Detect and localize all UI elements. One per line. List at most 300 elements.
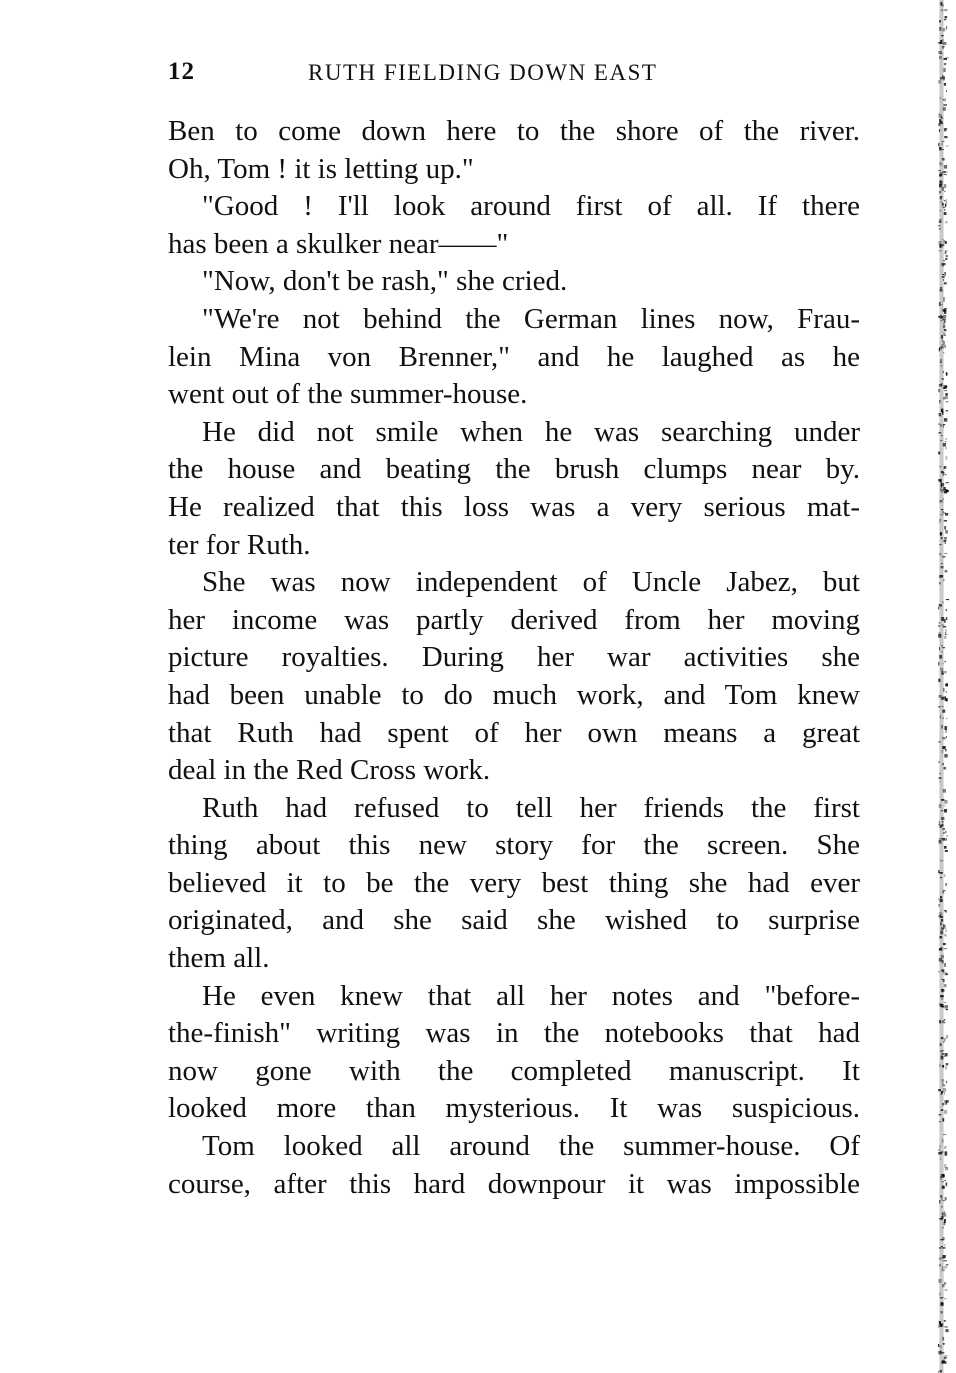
scan-speckle [944, 537, 947, 540]
scan-speckle [939, 604, 942, 607]
scan-speckle [941, 263, 944, 266]
scan-speckle [944, 390, 947, 391]
scan-speckle [942, 149, 944, 150]
scan-speckle [945, 974, 947, 975]
scan-speckle [941, 35, 943, 36]
scan-speckle [944, 329, 947, 331]
scan-speckle [941, 1056, 944, 1060]
scan-speckle [941, 1174, 944, 1178]
scan-speckle [938, 898, 939, 900]
scan-speckle [944, 212, 947, 215]
scan-speckle [946, 691, 947, 693]
running-title: RUTH FIELDING DOWN EAST [308, 60, 658, 85]
scan-speckle [941, 947, 943, 951]
scan-speckle [944, 1002, 947, 1003]
scan-speckle [944, 874, 945, 877]
scan-speckle [938, 870, 939, 873]
scan-speckle [938, 316, 941, 318]
scan-speckle [946, 1183, 948, 1186]
scan-speckle [939, 402, 940, 404]
text-line: He even knew that all her notes and "before- [202, 979, 860, 1012]
scan-speckle [944, 754, 947, 758]
scan-speckle [940, 1145, 941, 1148]
scan-speckle [942, 1266, 943, 1269]
scan-speckle [943, 1343, 945, 1345]
scan-speckle [940, 40, 942, 43]
text-line: He did not smile when he was searching under [202, 415, 860, 448]
scan-speckle [939, 120, 942, 122]
scan-speckle [941, 201, 942, 203]
scan-speckle [944, 200, 946, 201]
scan-speckle [945, 221, 947, 223]
scan-speckle [945, 1289, 948, 1291]
scan-speckle [945, 1197, 947, 1200]
scan-speckle [939, 1200, 940, 1204]
scan-speckle [942, 1185, 944, 1186]
text-line: originated, and she said she wished to surprise [168, 904, 860, 937]
scan-speckle [939, 1264, 941, 1267]
scan-speckle [940, 362, 943, 363]
scan-speckle [945, 838, 946, 841]
scan-speckle [944, 128, 947, 131]
scan-speckle [942, 1119, 943, 1122]
scan-speckle [942, 750, 943, 753]
scan-speckle [940, 872, 943, 874]
text-line: had been unable to do much work, and Tom knew [168, 678, 860, 711]
scan-speckle [943, 709, 946, 712]
scan-speckle [944, 310, 946, 314]
scan-speckle [944, 1298, 946, 1299]
scan-speckle [943, 171, 946, 173]
scan-speckle [946, 410, 949, 411]
scan-speckle [943, 1260, 947, 1261]
scan-speckle [946, 255, 948, 257]
scan-speckle [939, 210, 941, 211]
scan-speckle [941, 817, 944, 820]
scan-speckle [942, 123, 944, 124]
scan-speckle [945, 530, 948, 534]
body-text [168, 113, 860, 1203]
scan-speckle [944, 64, 946, 65]
scan-speckle [942, 141, 945, 142]
scan-speckle [940, 304, 943, 305]
scan-speckle [939, 1003, 942, 1006]
scan-speckle [938, 607, 939, 609]
scan-speckle [941, 9, 944, 11]
text-line: them all. [168, 942, 270, 975]
scan-speckle [938, 250, 941, 251]
scan-speckle [944, 191, 946, 192]
text-line: course, after this hard downpour it was impossible [168, 1167, 860, 1200]
scan-speckle [943, 1088, 946, 1092]
scan-speckle [940, 995, 944, 997]
scan-speckle [941, 537, 943, 539]
scan-speckle [939, 632, 941, 635]
scan-speckle [942, 979, 944, 980]
scan-speckle [941, 671, 943, 675]
scan-speckle [946, 736, 947, 738]
scan-speckle [942, 276, 945, 278]
scan-speckle [944, 1326, 947, 1328]
scan-speckle [943, 341, 945, 345]
scan-speckle [941, 471, 943, 473]
scan-speckle [942, 746, 945, 749]
scan-speckle [939, 228, 940, 230]
scan-speckle [941, 617, 944, 621]
scan-speckle [939, 245, 942, 248]
text-line: her income was partly derived from her moving [168, 603, 860, 636]
scan-speckle [944, 636, 946, 639]
text-line: She was now independent of Uncle Jabez, but [202, 566, 860, 599]
scan-speckle [939, 1345, 941, 1348]
scan-speckle [942, 75, 943, 76]
text-line: Ben to come down here to the shore of the river. [168, 115, 860, 147]
scan-speckle [941, 645, 943, 646]
scan-speckle [941, 919, 943, 922]
scan-speckle [941, 344, 943, 346]
scan-speckle [938, 761, 940, 763]
scan-speckle [946, 90, 947, 92]
scan-speckle [941, 1079, 944, 1082]
scan-speckle [944, 1019, 946, 1020]
scan-speckle [942, 203, 944, 205]
scan-speckle [943, 805, 945, 806]
scan-speckle [942, 239, 944, 240]
scan-speckle [945, 1053, 948, 1056]
scan-speckle [946, 199, 947, 203]
scan-speckle [944, 1211, 945, 1213]
scan-speckle [942, 838, 945, 841]
scan-speckle [939, 1064, 941, 1067]
scan-speckle [940, 715, 941, 719]
scan-speckle [943, 696, 946, 699]
scan-speckle [946, 617, 947, 620]
scan-speckle [943, 498, 944, 500]
scan-speckle [942, 1269, 945, 1271]
scan-speckle [943, 77, 944, 81]
scan-speckle [941, 346, 944, 348]
scan-speckle [940, 1370, 942, 1372]
scan-speckle [943, 891, 945, 894]
scan-speckle [944, 553, 947, 554]
scan-speckle [945, 570, 948, 573]
scan-speckle [940, 877, 942, 878]
scan-speckle [942, 301, 945, 302]
text-line: Tom looked all around the summer-house. Of [202, 1130, 860, 1163]
scan-speckle [944, 1357, 947, 1359]
scan-speckle [945, 542, 946, 544]
scan-speckle [945, 1005, 948, 1009]
scan-speckle [941, 1053, 943, 1056]
scan-speckle [939, 936, 942, 938]
scan-speckle [943, 260, 945, 261]
scan-speckle [946, 698, 948, 701]
scan-speckle [939, 163, 942, 166]
scan-speckle [941, 1302, 944, 1305]
scan-speckle [939, 821, 940, 825]
scan-speckle [942, 828, 945, 830]
scan-speckle [938, 679, 940, 682]
scan-speckle [939, 384, 942, 387]
scan-speckle [941, 725, 942, 729]
scan-speckle [938, 1279, 941, 1283]
scan-speckle [940, 1043, 942, 1046]
scan-speckle [944, 948, 947, 949]
scan-speckle [938, 971, 940, 972]
scan-speckle [944, 1022, 946, 1023]
scan-speckle [945, 634, 948, 635]
text-line: believed it to be the very best thing she had ever [168, 866, 860, 899]
scan-speckle [939, 773, 941, 774]
scan-speckle [939, 1218, 942, 1220]
scan-speckle [946, 26, 947, 29]
scan-speckle [943, 626, 946, 627]
scan-speckle [942, 1083, 943, 1086]
scan-speckle [946, 883, 947, 886]
scan-speckle [939, 1114, 942, 1115]
scan-speckle [945, 850, 948, 852]
scan-speckle [938, 1371, 939, 1373]
scan-speckle [938, 1089, 941, 1091]
page-header [168, 58, 860, 98]
scan-speckle [940, 198, 942, 199]
scan-speckle [938, 143, 939, 146]
scan-speckle [944, 984, 947, 987]
scan-speckle [939, 1149, 940, 1151]
scan-speckle [940, 53, 943, 54]
scan-edge-noise [936, 0, 950, 1373]
scan-speckle [939, 1294, 941, 1295]
scan-speckle [942, 624, 945, 626]
scan-speckle [941, 970, 944, 972]
scan-speckle [940, 1158, 941, 1160]
scan-speckle [940, 668, 943, 671]
text-line: the house and beating the brush clumps near by. [168, 453, 860, 486]
scan-speckle [944, 9, 947, 11]
scan-speckle [945, 396, 948, 399]
scan-speckle [942, 556, 945, 558]
text-line: now gone with the completed manuscript. It [168, 1054, 860, 1087]
scan-speckle [942, 1006, 945, 1008]
scan-speckle [944, 283, 946, 284]
scan-speckle [938, 915, 941, 917]
scan-speckle [946, 482, 949, 483]
text-line: "We're not behind the German lines now, Frau- [202, 302, 860, 335]
text-line: went out of the summer-house. [168, 378, 528, 411]
scan-speckle [943, 352, 944, 353]
scan-speckle [945, 441, 947, 443]
scan-speckle [942, 737, 945, 739]
scan-speckle [940, 923, 942, 925]
scan-speckle [943, 943, 946, 945]
scan-speckle [938, 452, 940, 454]
scan-speckle [945, 1180, 946, 1181]
scan-speckle [940, 172, 943, 176]
scan-speckle [942, 1139, 943, 1143]
scan-speckle [939, 1292, 941, 1294]
scan-speckle [943, 717, 944, 719]
scan-speckle [945, 1329, 948, 1332]
scan-speckle [942, 1284, 945, 1287]
scan-speckle [943, 1134, 946, 1135]
scan-speckle [943, 104, 947, 106]
scan-speckle [941, 483, 944, 486]
scan-speckle [941, 335, 943, 339]
scan-speckle [940, 1151, 942, 1153]
scan-speckle [944, 671, 946, 673]
scan-speckle [939, 647, 940, 650]
scan-speckle [940, 931, 943, 934]
scan-speckle [945, 438, 947, 440]
scan-speckle [942, 651, 943, 653]
scan-speckle [939, 56, 942, 59]
scan-speckle [938, 1344, 939, 1347]
scan-speckle [939, 423, 940, 425]
scan-speckle [941, 1091, 943, 1094]
scan-speckle [944, 1266, 948, 1269]
scan-speckle [941, 955, 944, 958]
scan-speckle [941, 143, 943, 145]
scan-speckle [939, 840, 942, 844]
scan-speckle [941, 998, 943, 1000]
scan-speckle [943, 1297, 944, 1298]
scan-speckle [945, 456, 947, 460]
scan-speckle [942, 411, 943, 415]
scan-speckle [940, 180, 942, 183]
scan-speckle [943, 424, 945, 425]
scan-speckle [942, 1103, 944, 1105]
scan-speckle [945, 661, 947, 662]
scan-speckle [944, 1084, 946, 1087]
scan-speckle [944, 1092, 945, 1095]
text-line: He realized that this loss was a very serious mat- [168, 490, 860, 523]
scan-speckle [945, 447, 946, 449]
scan-speckle [944, 209, 945, 211]
scan-speckle [939, 1257, 942, 1260]
scan-speckle [943, 663, 944, 664]
scan-speckle [941, 1181, 944, 1182]
scan-speckle [943, 207, 946, 208]
scan-speckle [942, 158, 945, 161]
scan-speckle [944, 174, 947, 175]
scan-speckle [946, 1081, 947, 1083]
scan-speckle [942, 1337, 944, 1341]
scan-speckle [943, 1227, 944, 1229]
scan-speckle [941, 118, 943, 119]
scan-speckle [944, 19, 946, 20]
scan-speckle [938, 170, 941, 171]
text-line: looked more than mysterious. It was suspicious. [168, 1092, 860, 1125]
scan-speckle [939, 695, 942, 698]
scan-speckle [946, 490, 949, 492]
text-line: picture royalties. During her war activities she [168, 641, 860, 674]
scan-speckle [938, 123, 940, 126]
scan-speckle [943, 579, 945, 581]
text-line: thing about this new story for the screen. She [168, 829, 860, 862]
scan-speckle [946, 718, 948, 719]
scan-speckle [942, 601, 943, 604]
scan-speckle [941, 1352, 944, 1354]
scan-speckle [943, 924, 945, 927]
scan-speckle [946, 599, 949, 600]
page-number: 12 [168, 58, 195, 85]
scan-speckle [939, 147, 941, 150]
scan-speckle [946, 609, 948, 611]
scan-speckle [942, 821, 943, 823]
text-line: that Ruth had spent of her own means a great [168, 716, 860, 749]
scan-speckle [939, 466, 942, 468]
scan-speckle [943, 688, 944, 692]
scan-speckle [942, 28, 945, 32]
scan-speckle [941, 563, 942, 564]
scan-speckle [946, 1063, 949, 1065]
scan-speckle [941, 838, 942, 839]
scan-speckle [941, 316, 943, 319]
scan-speckle [946, 401, 949, 402]
scan-speckle [944, 767, 947, 769]
scan-speckle [942, 340, 943, 341]
scan-speckle [940, 1094, 941, 1095]
text-line: deal in the Red Cross work. [168, 754, 491, 787]
scan-speckle [941, 1311, 943, 1314]
scan-speckle [944, 526, 946, 530]
scan-speckle [945, 258, 947, 260]
scan-speckle [941, 489, 944, 493]
scan-speckle [941, 706, 944, 707]
scan-speckle [945, 474, 946, 475]
scan-speckle [944, 165, 947, 169]
scan-speckle [938, 706, 940, 708]
scan-speckle [944, 910, 947, 911]
scan-speckle [940, 1195, 942, 1198]
scan-speckle [944, 184, 947, 188]
scan-speckle [944, 846, 947, 849]
scan-speckle [939, 20, 941, 23]
scan-speckle [944, 1038, 946, 1041]
scan-speckle [944, 540, 947, 542]
scan-speckle [940, 544, 942, 545]
scan-speckle [943, 972, 944, 974]
scan-speckle [944, 1110, 947, 1114]
scan-speckle [943, 99, 945, 100]
scan-speckle [939, 804, 942, 808]
scan-speckle [942, 824, 944, 827]
scan-speckle [946, 835, 948, 837]
scan-speckle [944, 419, 945, 420]
scan-speckle [939, 521, 941, 523]
scan-speckle [944, 272, 946, 276]
scan-speckle [939, 432, 942, 434]
scan-speckle [940, 860, 943, 861]
scan-speckle [943, 1200, 945, 1201]
scan-speckle [945, 1152, 948, 1156]
scan-speckle [942, 46, 943, 49]
scan-speckle [942, 187, 945, 191]
scan-speckle [946, 683, 949, 685]
scan-speckle [940, 287, 942, 289]
scan-speckle [940, 424, 942, 427]
scan-speckle [946, 1264, 949, 1266]
scan-speckle [945, 513, 948, 516]
scan-speckle [944, 345, 946, 348]
scan-speckle [940, 97, 941, 100]
scan-speckle [938, 625, 940, 627]
scan-speckle [945, 749, 947, 751]
scan-speckle [942, 39, 944, 42]
scan-speckle [946, 1100, 949, 1103]
scan-speckle [939, 114, 942, 118]
scan-speckle [943, 1213, 946, 1217]
